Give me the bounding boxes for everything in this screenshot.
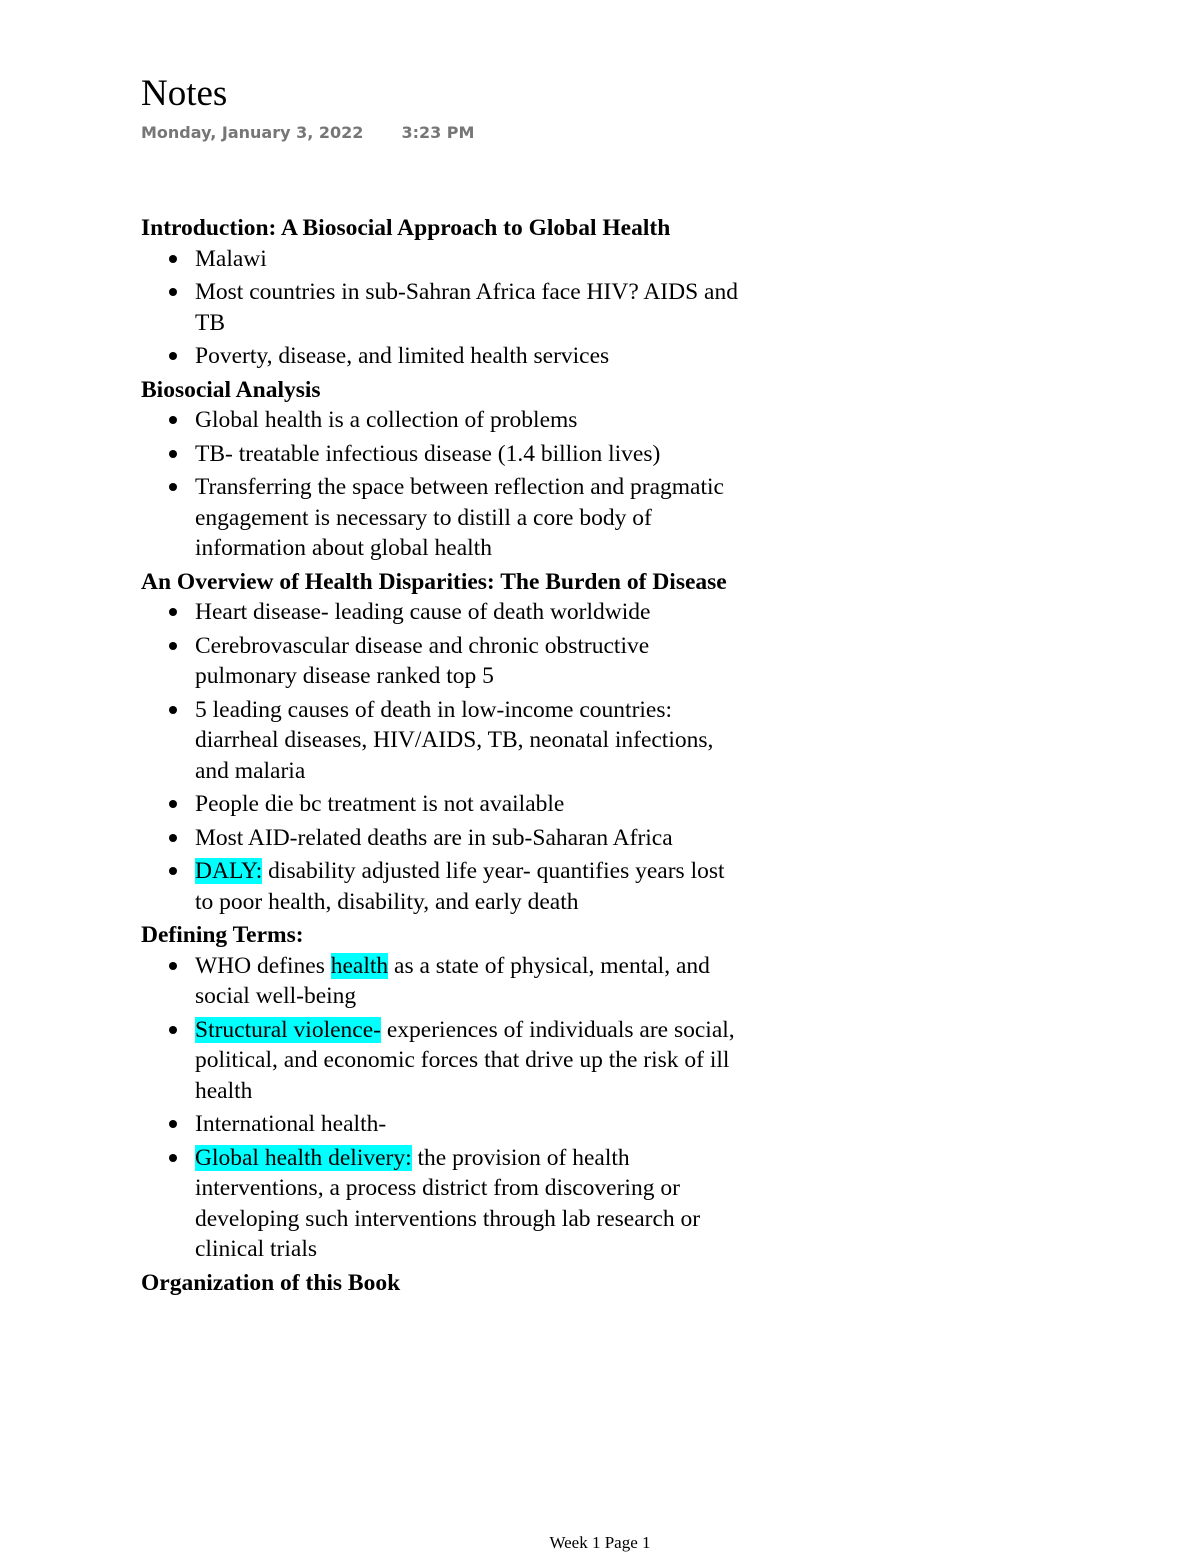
list-item	[195, 1143, 741, 1265]
list-item	[195, 951, 741, 1012]
section-heading: Organization of this Book	[141, 1269, 401, 1296]
item-text: experiences of individuals are social, political, and economic forces that drive up the risk of ill health	[195, 1016, 735, 1104]
bullet-list	[141, 597, 741, 917]
list-item: People die bc treatment is not available	[195, 789, 741, 820]
list-item: Heart disease- leading cause of death worldwide	[195, 597, 741, 628]
list-item: Transferring the space between reflection and pragmatic engagement is necessary to distill a core body of information about global health	[195, 472, 741, 564]
highlighted-term: Structural violence-	[195, 1016, 381, 1043]
page-timestamp	[141, 122, 474, 144]
section-heading: An Overview of Health Disparities: The Burden of Disease	[141, 568, 727, 595]
item-text: WHO defines	[195, 952, 331, 979]
page-title: Notes	[141, 73, 228, 114]
notes-body	[141, 213, 741, 1298]
list-item	[195, 856, 741, 917]
item-text: as a state of physical, mental, and social well-being	[195, 952, 710, 1009]
list-item: Most AID-related deaths are in sub-Saharan Africa	[195, 823, 741, 854]
item-text: the provision of health interventions, a process district from discovering or developing such interventions through lab research or clinical trials	[195, 1144, 701, 1262]
section-heading: Biosocial Analysis	[141, 376, 321, 403]
list-item	[195, 1015, 741, 1107]
section-heading: Defining Terms:	[141, 922, 304, 948]
highlighted-term: Global health delivery:	[195, 1144, 412, 1171]
page-time: 3:23 PM	[401, 123, 475, 142]
list-item: Global health is a collection of problems	[195, 405, 741, 436]
page-footer: Week 1 Page 1	[549, 1533, 651, 1552]
bullet-list	[141, 405, 741, 564]
list-item: Cerebrovascular disease and chronic obstructive pulmonary disease ranked top 5	[195, 631, 741, 692]
list-item: International health-	[195, 1109, 741, 1140]
highlighted-term: health	[330, 952, 389, 979]
bullet-list	[141, 244, 741, 372]
page-date: Monday, January 3, 2022	[141, 123, 364, 142]
list-item: Poverty, disease, and limited health services	[195, 341, 741, 372]
highlighted-term: DALY:	[195, 858, 263, 884]
section-heading: Introduction: A Biosocial Approach to Global Health	[141, 215, 671, 241]
item-text: disability adjusted life year- quantifies years lost to poor health, disability, and early death	[195, 858, 725, 915]
list-item: 5 leading causes of death in low-income countries: diarrheal diseases, HIV/AIDS, TB, neonatal infections, and malaria	[195, 695, 741, 787]
list-item: Malawi	[195, 244, 741, 275]
bullet-list	[141, 951, 741, 1265]
list-item: Most countries in sub-Sahran Africa face HIV? AIDS and TB	[195, 277, 741, 338]
list-item: TB- treatable infectious disease (1.4 billion lives)	[195, 439, 741, 470]
